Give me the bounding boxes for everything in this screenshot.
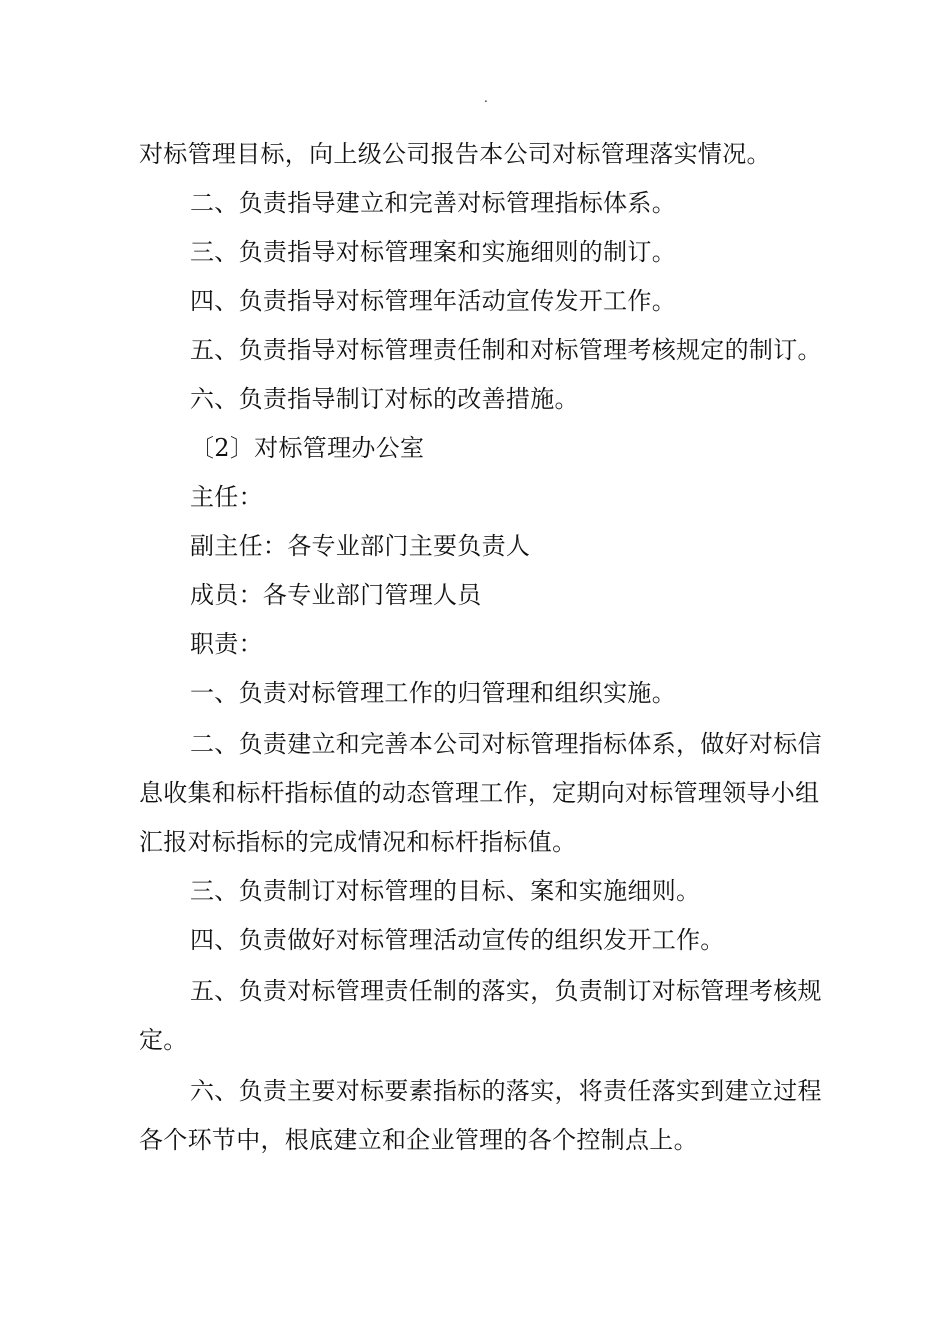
text-line: 成员：各专业部门管理人员 bbox=[190, 581, 482, 609]
text-line: 汇报对标指标的完成情况和标杆指标值。 bbox=[139, 828, 577, 856]
text-line: 四、负责做好对标管理活动宣传的组织发开工作。 bbox=[190, 926, 725, 954]
text-line: 五、负责指导对标管理责任制和对标管理考核规定的制订。 bbox=[190, 336, 822, 364]
text-line: 定。 bbox=[139, 1026, 188, 1054]
text-line: 副主任：各专业部门主要负责人 bbox=[190, 532, 531, 560]
text-line: 五、负责对标管理责任制的落实，负责制订对标管理考核规 bbox=[190, 977, 822, 1005]
text-line: 主任： bbox=[190, 483, 263, 511]
section-heading: 〔2〕对标管理办公室 bbox=[190, 434, 425, 462]
header-mark: . bbox=[484, 91, 488, 105]
text-line: 四、负责指导对标管理年活动宣传发开工作。 bbox=[190, 287, 676, 315]
text-line: 三、负责指导对标管理案和实施细则的制订。 bbox=[190, 238, 676, 266]
text-line: 六、负责主要对标要素指标的落实，将责任落实到建立过程 bbox=[190, 1077, 822, 1105]
text-line: 息收集和标杆指标值的动态管理工作，定期向对标管理领导小组 bbox=[139, 779, 820, 807]
text-line: 六、负责指导制订对标的改善措施。 bbox=[190, 385, 579, 413]
text-line: 二、负责建立和完善本公司对标管理指标体系，做好对标信 bbox=[190, 730, 822, 758]
text-line: 二、负责指导建立和完善对标管理指标体系。 bbox=[190, 189, 676, 217]
text-line: 对标管理目标，向上级公司报告本公司对标管理落实情况。 bbox=[139, 140, 771, 168]
text-line: 一、负责对标管理工作的归管理和组织实施。 bbox=[190, 679, 676, 707]
text-line: 三、负责制订对标管理的目标、案和实施细则。 bbox=[190, 877, 701, 905]
text-line: 职责： bbox=[190, 630, 263, 658]
text-line: 各个环节中，根底建立和企业管理的各个控制点上。 bbox=[139, 1126, 698, 1154]
